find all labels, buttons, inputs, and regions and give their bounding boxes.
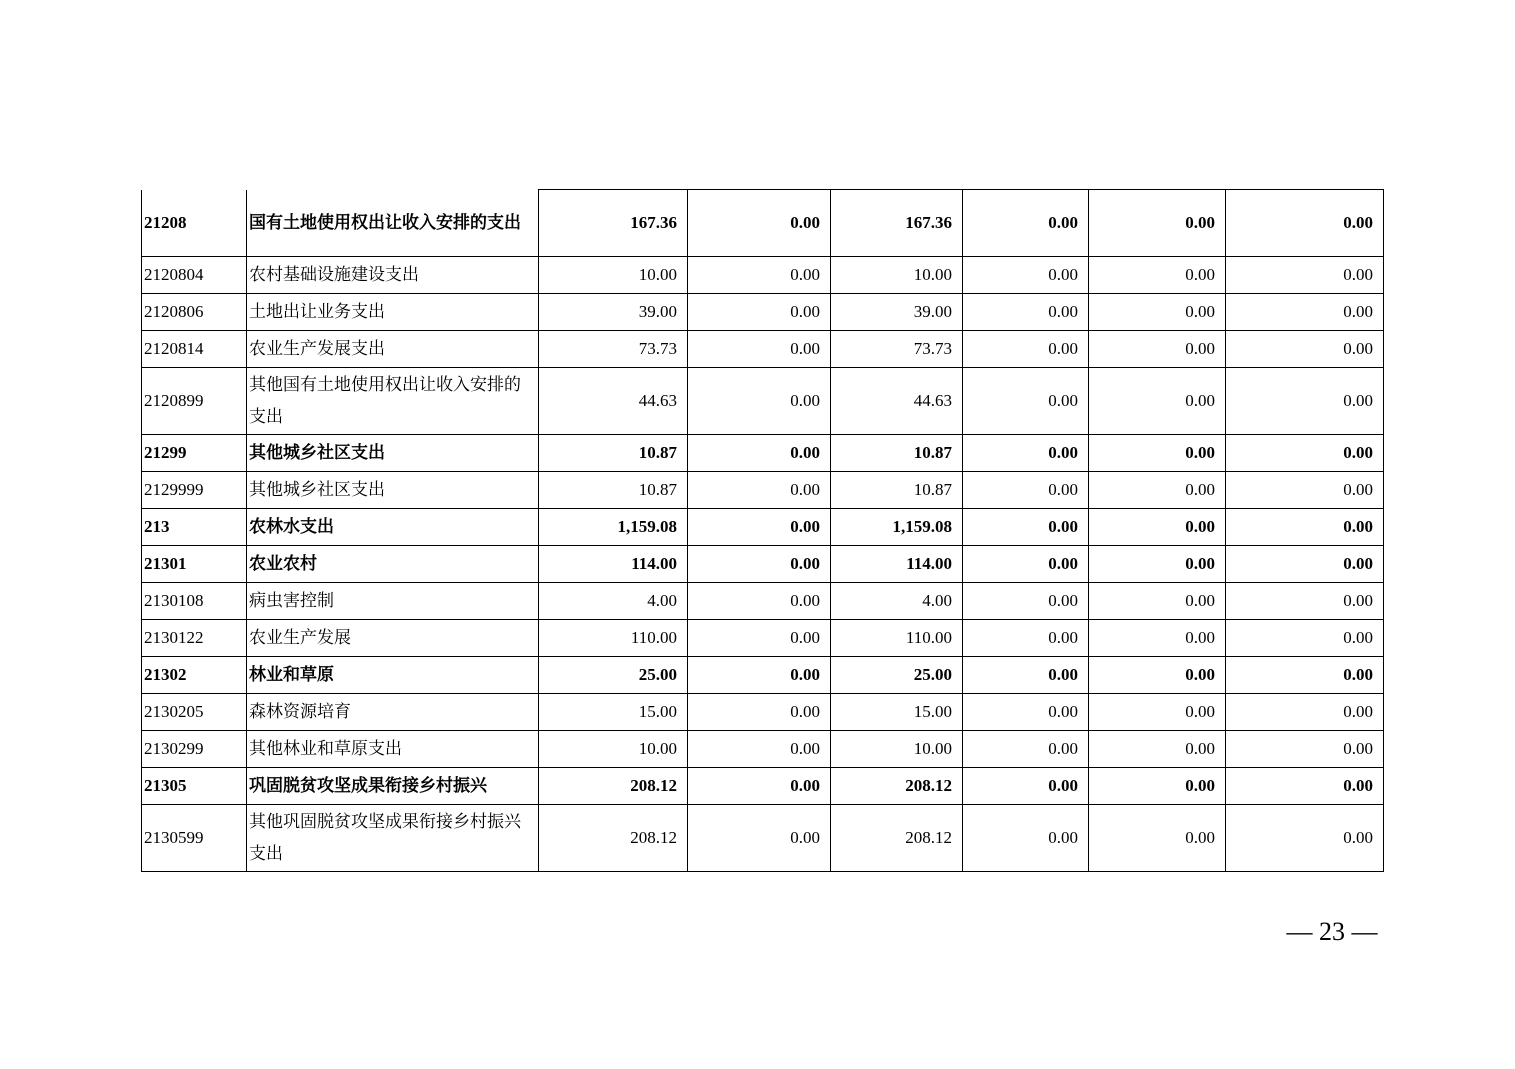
amount-cell: 0.00	[1226, 546, 1384, 583]
subject-name-cell: 巩固脱贫攻坚成果衔接乡村振兴	[247, 768, 539, 805]
table-row	[142, 190, 1384, 257]
amount-cell: 0.00	[1089, 583, 1226, 620]
subject-code-cell: 21208	[142, 190, 247, 257]
amount-cell: 10.87	[539, 472, 688, 509]
subject-name-cell: 其他城乡社区支出	[247, 435, 539, 472]
amount-cell: 114.00	[539, 546, 688, 583]
amount-cell: 0.00	[963, 257, 1089, 294]
amount-cell: 0.00	[688, 805, 831, 872]
amount-cell: 10.87	[831, 435, 963, 472]
amount-cell: 0.00	[1226, 657, 1384, 694]
subject-code-cell: 21299	[142, 435, 247, 472]
amount-cell: 0.00	[688, 546, 831, 583]
amount-cell: 0.00	[1226, 472, 1384, 509]
amount-cell: 0.00	[963, 694, 1089, 731]
amount-cell: 0.00	[1089, 190, 1226, 257]
amount-cell: 10.87	[831, 472, 963, 509]
amount-cell: 0.00	[688, 768, 831, 805]
amount-cell: 0.00	[963, 620, 1089, 657]
amount-cell: 0.00	[963, 472, 1089, 509]
budget-table	[141, 189, 1384, 872]
amount-cell: 0.00	[963, 435, 1089, 472]
amount-cell: 0.00	[1226, 768, 1384, 805]
subject-name-cell: 农林水支出	[247, 509, 539, 546]
subject-code-cell: 2120814	[142, 331, 247, 368]
subject-name-cell: 林业和草原	[247, 657, 539, 694]
amount-cell: 0.00	[688, 368, 831, 435]
subject-name-cell: 农业生产发展	[247, 620, 539, 657]
amount-cell: 10.00	[831, 731, 963, 768]
amount-cell: 0.00	[1226, 257, 1384, 294]
table-row	[142, 294, 1384, 331]
amount-cell: 0.00	[963, 805, 1089, 872]
amount-cell: 25.00	[539, 657, 688, 694]
subject-code-cell: 2120804	[142, 257, 247, 294]
amount-cell: 0.00	[1226, 583, 1384, 620]
amount-cell: 208.12	[539, 805, 688, 872]
amount-cell: 0.00	[1089, 694, 1226, 731]
amount-cell: 0.00	[1226, 435, 1384, 472]
amount-cell: 10.87	[539, 435, 688, 472]
table-row	[142, 620, 1384, 657]
amount-cell: 0.00	[1226, 620, 1384, 657]
table-row	[142, 368, 1384, 435]
amount-cell: 167.36	[539, 190, 688, 257]
subject-code-cell: 2130122	[142, 620, 247, 657]
amount-cell: 10.00	[539, 257, 688, 294]
amount-cell: 25.00	[831, 657, 963, 694]
page-number: — 23 —	[1286, 917, 1378, 946]
amount-cell: 0.00	[688, 509, 831, 546]
amount-cell: 0.00	[1089, 368, 1226, 435]
amount-cell: 0.00	[1089, 731, 1226, 768]
amount-cell: 0.00	[1226, 509, 1384, 546]
amount-cell: 0.00	[688, 190, 831, 257]
amount-cell: 73.73	[539, 331, 688, 368]
amount-cell: 0.00	[688, 257, 831, 294]
subject-code-cell: 2129999	[142, 472, 247, 509]
amount-cell: 0.00	[1226, 294, 1384, 331]
table-row	[142, 546, 1384, 583]
subject-code-cell: 2120899	[142, 368, 247, 435]
subject-name-cell: 森林资源培育	[247, 694, 539, 731]
amount-cell: 0.00	[688, 583, 831, 620]
amount-cell: 0.00	[1089, 331, 1226, 368]
amount-cell: 208.12	[831, 805, 963, 872]
subject-name-cell: 农业农村	[247, 546, 539, 583]
amount-cell: 208.12	[831, 768, 963, 805]
amount-cell: 0.00	[963, 294, 1089, 331]
table-row	[142, 435, 1384, 472]
amount-cell: 0.00	[1089, 294, 1226, 331]
amount-cell: 73.73	[831, 331, 963, 368]
table-row	[142, 694, 1384, 731]
amount-cell: 39.00	[539, 294, 688, 331]
amount-cell: 10.00	[831, 257, 963, 294]
amount-cell: 0.00	[1089, 257, 1226, 294]
amount-cell: 0.00	[1089, 805, 1226, 872]
amount-cell: 114.00	[831, 546, 963, 583]
subject-name-cell: 病虫害控制	[247, 583, 539, 620]
table-row	[142, 657, 1384, 694]
amount-cell: 4.00	[539, 583, 688, 620]
amount-cell: 0.00	[963, 731, 1089, 768]
amount-cell: 0.00	[1226, 190, 1384, 257]
amount-cell: 0.00	[963, 331, 1089, 368]
amount-cell: 0.00	[1226, 331, 1384, 368]
subject-name-cell: 其他林业和草原支出	[247, 731, 539, 768]
subject-code-cell: 21305	[142, 768, 247, 805]
amount-cell: 0.00	[1089, 509, 1226, 546]
amount-cell: 208.12	[539, 768, 688, 805]
amount-cell: 0.00	[963, 583, 1089, 620]
subject-code-cell: 21301	[142, 546, 247, 583]
amount-cell: 0.00	[1226, 368, 1384, 435]
amount-cell: 39.00	[831, 294, 963, 331]
table-row	[142, 331, 1384, 368]
subject-code-cell: 21302	[142, 657, 247, 694]
subject-code-cell: 2120806	[142, 294, 247, 331]
amount-cell: 0.00	[688, 731, 831, 768]
subject-code-cell: 2130108	[142, 583, 247, 620]
table-row	[142, 257, 1384, 294]
amount-cell: 15.00	[539, 694, 688, 731]
amount-cell: 0.00	[688, 472, 831, 509]
subject-name-cell: 土地出让业务支出	[247, 294, 539, 331]
table-row	[142, 805, 1384, 872]
amount-cell: 0.00	[1089, 472, 1226, 509]
table-row	[142, 731, 1384, 768]
subject-name-cell: 国有土地使用权出让收入安排的支出	[247, 190, 539, 257]
subject-code-cell: 2130599	[142, 805, 247, 872]
amount-cell: 0.00	[1089, 435, 1226, 472]
subject-name-cell: 农业生产发展支出	[247, 331, 539, 368]
subject-name-cell: 其他城乡社区支出	[247, 472, 539, 509]
amount-cell: 0.00	[1226, 805, 1384, 872]
amount-cell: 44.63	[831, 368, 963, 435]
amount-cell: 0.00	[688, 620, 831, 657]
amount-cell: 1,159.08	[539, 509, 688, 546]
amount-cell: 0.00	[963, 657, 1089, 694]
amount-cell: 0.00	[963, 546, 1089, 583]
amount-cell: 0.00	[1089, 657, 1226, 694]
amount-cell: 0.00	[963, 768, 1089, 805]
table-row	[142, 768, 1384, 805]
amount-cell: 10.00	[539, 731, 688, 768]
amount-cell: 0.00	[963, 368, 1089, 435]
amount-cell: 0.00	[963, 190, 1089, 257]
subject-code-cell: 213	[142, 509, 247, 546]
subject-code-cell: 2130299	[142, 731, 247, 768]
amount-cell: 1,159.08	[831, 509, 963, 546]
subject-name-cell: 其他国有土地使用权出让收入安排的支出	[247, 368, 539, 435]
table-row	[142, 509, 1384, 546]
amount-cell: 0.00	[688, 657, 831, 694]
table-row	[142, 583, 1384, 620]
amount-cell: 0.00	[688, 294, 831, 331]
table-row	[142, 472, 1384, 509]
amount-cell: 0.00	[1089, 620, 1226, 657]
table-body	[142, 190, 1384, 872]
amount-cell: 44.63	[539, 368, 688, 435]
amount-cell: 0.00	[688, 694, 831, 731]
subject-name-cell: 其他巩固脱贫攻坚成果衔接乡村振兴支出	[247, 805, 539, 872]
subject-code-cell: 2130205	[142, 694, 247, 731]
amount-cell: 0.00	[1226, 731, 1384, 768]
amount-cell: 4.00	[831, 583, 963, 620]
subject-name-cell: 农村基础设施建设支出	[247, 257, 539, 294]
amount-cell: 15.00	[831, 694, 963, 731]
amount-cell: 167.36	[831, 190, 963, 257]
amount-cell: 0.00	[688, 435, 831, 472]
amount-cell: 0.00	[1226, 694, 1384, 731]
amount-cell: 0.00	[688, 331, 831, 368]
amount-cell: 0.00	[963, 509, 1089, 546]
amount-cell: 110.00	[539, 620, 688, 657]
amount-cell: 0.00	[1089, 768, 1226, 805]
amount-cell: 110.00	[831, 620, 963, 657]
amount-cell: 0.00	[1089, 546, 1226, 583]
